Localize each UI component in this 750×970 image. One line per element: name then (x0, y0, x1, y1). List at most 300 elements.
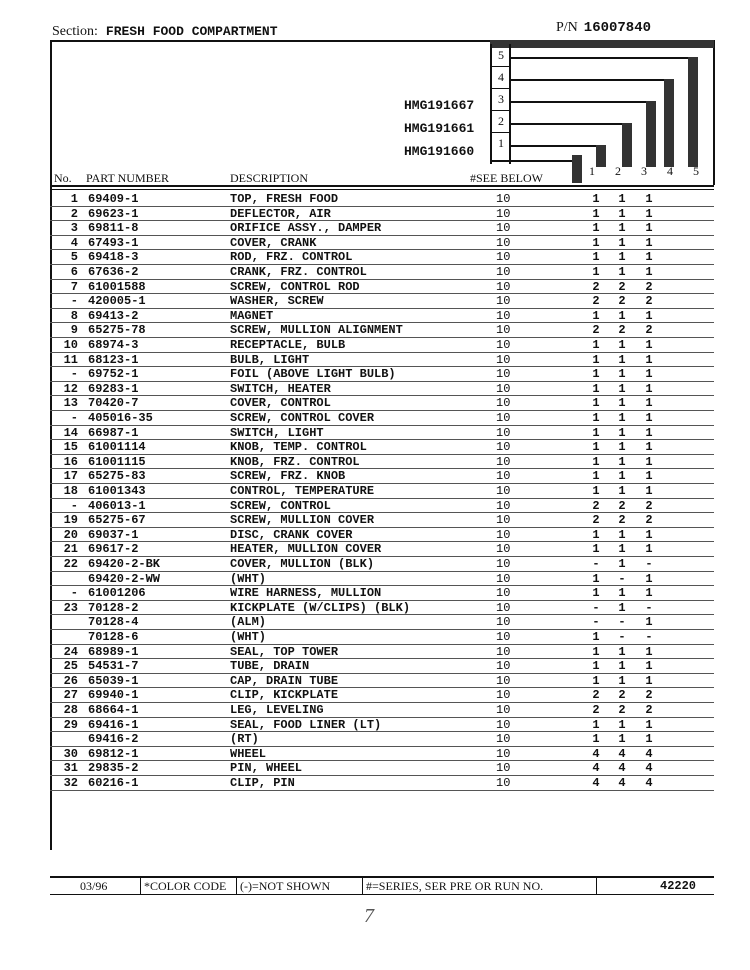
see-below-value: 10 (496, 279, 511, 294)
col-number-2: 2 (615, 164, 621, 178)
item-number: 17 (63, 469, 78, 484)
item-number: 30 (63, 746, 78, 761)
table-row (50, 776, 714, 791)
see-below-value: 10 (496, 615, 511, 630)
step-number-4: 4 (498, 70, 504, 84)
part-description: SCREW, CONTROL ROD (230, 279, 360, 294)
part-number: 61001343 (88, 484, 146, 498)
qty-model-3: 1 (645, 586, 653, 601)
item-number: - (70, 586, 78, 601)
item-number: - (70, 411, 78, 425)
see-below-value: 10 (496, 542, 511, 557)
table-row (50, 630, 714, 645)
item-number: 12 (63, 381, 78, 396)
col-header-see-below: #SEE BELOW (470, 171, 543, 185)
part-number-header (556, 20, 651, 36)
part-number: 69623-1 (88, 206, 139, 221)
part-number: 65275-78 (88, 323, 146, 338)
table-row (50, 440, 714, 455)
qty-model-3: 1 (645, 542, 653, 557)
qty-model-2: 1 (618, 527, 626, 542)
item-number: 26 (63, 673, 78, 688)
see-below-value: 10 (496, 673, 511, 688)
step2-riser (622, 123, 632, 167)
item-number: 15 (63, 440, 78, 455)
qty-model-1: 2 (592, 703, 600, 717)
table-row (50, 265, 714, 280)
qty-model-1: 1 (592, 571, 600, 586)
part-description: SWITCH, LIGHT (230, 425, 324, 440)
qty-model-3: 2 (645, 513, 653, 528)
qty-model-2: - (618, 630, 626, 644)
footer-date: 03/96 (80, 879, 108, 893)
see-below-value: 10 (496, 352, 511, 367)
see-below-value: 10 (496, 469, 511, 484)
qty-model-1: 1 (592, 221, 600, 236)
item-number: 27 (63, 688, 78, 703)
table-row (50, 396, 714, 411)
table-row (50, 542, 714, 557)
part-number: 69617-2 (88, 542, 139, 557)
item-number: 11 (63, 352, 78, 367)
part-description: DISC, CRANK COVER (230, 527, 353, 542)
item-number: 14 (63, 425, 78, 440)
qty-model-1: 1 (592, 352, 600, 367)
table-row (50, 207, 714, 222)
table-row (50, 528, 714, 543)
qty-model-2: 4 (618, 746, 626, 761)
qty-model-1: 1 (592, 732, 600, 747)
qty-model-1: 4 (592, 776, 600, 790)
section-label: Section: (52, 24, 98, 39)
part-number: 68989-1 (88, 644, 139, 659)
part-number: 67493-1 (88, 235, 139, 250)
see-below-value: 10 (496, 338, 511, 352)
part-number: 70420-7 (88, 396, 139, 411)
see-below-value: 10 (496, 192, 511, 206)
table-row (50, 615, 714, 630)
item-number: 19 (63, 513, 78, 528)
see-below-value: 10 (496, 703, 511, 717)
part-number: 66987-1 (88, 425, 139, 440)
see-below-value: 10 (496, 425, 511, 440)
item-number: 28 (63, 703, 78, 717)
item-number: 3 (70, 221, 78, 236)
qty-model-1: 1 (592, 440, 600, 455)
step5-riser (688, 57, 698, 167)
part-number: 68664-1 (88, 703, 139, 717)
step-divider (490, 132, 510, 133)
table-row (50, 572, 714, 587)
part-number: 54531-7 (88, 659, 139, 674)
part-description: KICKPLATE (W/CLIPS) (BLK) (230, 600, 411, 615)
see-below-value: 10 (496, 732, 511, 747)
qty-model-2: 1 (618, 586, 626, 601)
part-description: WHEEL (230, 746, 267, 761)
qty-model-3: 1 (645, 673, 653, 688)
step1-line (509, 145, 603, 147)
model-underline (490, 160, 580, 162)
table-row (50, 411, 714, 426)
table-row (50, 280, 714, 295)
qty-model-2: 4 (618, 761, 626, 776)
item-number: 1 (70, 192, 78, 206)
qty-model-1: - (592, 600, 600, 615)
qty-model-1: 4 (592, 761, 600, 776)
part-description: (ALM) (230, 615, 267, 630)
qty-model-3: 1 (645, 527, 653, 542)
qty-model-3: 1 (645, 352, 653, 367)
qty-model-1: 2 (592, 513, 600, 528)
table-row (50, 484, 714, 499)
qty-model-1: 1 (592, 206, 600, 221)
part-description: CLIP, PIN (230, 776, 295, 790)
part-description: MAGNET (230, 308, 274, 323)
part-description: DEFLECTOR, AIR (230, 206, 331, 221)
qty-model-2: 1 (618, 717, 626, 732)
qty-model-1: - (592, 557, 600, 571)
table-row (50, 323, 714, 338)
part-number: 69812-1 (88, 746, 139, 761)
step-divider (490, 66, 510, 67)
part-description: FOIL (ABOVE LIGHT BULB) (230, 367, 396, 382)
item-number: 22 (63, 557, 78, 571)
part-description: WASHER, SCREW (230, 294, 324, 309)
qty-model-3: 2 (645, 688, 653, 703)
part-description: (WHT) (230, 630, 267, 644)
qty-model-3: 1 (645, 381, 653, 396)
table-row (50, 455, 714, 470)
qty-model-2: 2 (618, 688, 626, 703)
footer-color-code: *COLOR CODE (144, 879, 227, 893)
qty-model-3: 2 (645, 279, 653, 294)
qty-model-1: 1 (592, 659, 600, 674)
see-below-value: 10 (496, 761, 511, 776)
table-row (50, 367, 714, 382)
model-label-1: HMG191660 (404, 144, 475, 159)
staircase-box-left (490, 44, 492, 164)
part-description: SCREW, CONTROL COVER (230, 411, 375, 425)
item-number: 10 (63, 338, 78, 352)
table-row (50, 732, 714, 747)
part-number: 69037-1 (88, 527, 139, 542)
part-number: 61001114 (88, 440, 146, 455)
part-description: KNOB, TEMP. CONTROL (230, 440, 367, 455)
part-number: 70128-6 (88, 630, 139, 644)
part-description: (RT) (230, 732, 259, 747)
part-description: TUBE, DRAIN (230, 659, 310, 674)
qty-model-2: 1 (618, 338, 626, 352)
part-description: SCREW, CONTROL (230, 498, 331, 513)
see-below-value: 10 (496, 557, 511, 571)
qty-model-1: 1 (592, 338, 600, 352)
table-row (50, 761, 714, 776)
table-row (50, 250, 714, 265)
item-number: 2 (70, 206, 78, 221)
table-row (50, 688, 714, 703)
qty-model-2: 1 (618, 484, 626, 498)
part-number: 70128-4 (88, 615, 139, 630)
table-row (50, 513, 714, 528)
qty-model-1: 2 (592, 294, 600, 309)
qty-model-3: 1 (645, 396, 653, 411)
table-row (50, 499, 714, 514)
qty-model-2: 2 (618, 513, 626, 528)
qty-model-2: 1 (618, 381, 626, 396)
qty-model-3: 1 (645, 221, 653, 236)
qty-model-1: 1 (592, 411, 600, 425)
item-number: 24 (63, 644, 78, 659)
part-description: (WHT) (230, 571, 267, 586)
part-number: 69416-2 (88, 732, 139, 747)
qty-model-1: 1 (592, 527, 600, 542)
qty-model-2: 1 (618, 659, 626, 674)
part-description: RECEPTACLE, BULB (230, 338, 346, 352)
part-description: SCREW, FRZ. KNOB (230, 469, 346, 484)
qty-model-2: 1 (618, 235, 626, 250)
part-number: 69940-1 (88, 688, 139, 703)
see-below-value: 10 (496, 454, 511, 469)
qty-model-3: 1 (645, 265, 653, 279)
see-below-value: 10 (496, 586, 511, 601)
qty-model-1: 1 (592, 367, 600, 382)
table-row (50, 718, 714, 733)
footer-divider (236, 878, 237, 894)
qty-model-2: 1 (618, 644, 626, 659)
qty-model-3: 1 (645, 644, 653, 659)
part-description: TOP, FRESH FOOD (230, 192, 339, 206)
qty-model-1: 1 (592, 425, 600, 440)
qty-model-1: - (592, 615, 600, 630)
see-below-value: 10 (496, 513, 511, 528)
part-description: ORIFICE ASSY., DAMPER (230, 221, 382, 236)
table-row (50, 586, 714, 601)
table-row (50, 338, 714, 353)
qty-model-2: 2 (618, 323, 626, 338)
part-description: KNOB, FRZ. CONTROL (230, 454, 360, 469)
table-row (50, 557, 714, 572)
qty-model-3: 1 (645, 659, 653, 674)
qty-model-1: 1 (592, 265, 600, 279)
see-below-value: 10 (496, 717, 511, 732)
part-number: 69409-1 (88, 192, 139, 206)
part-number: 69420-2-BK (88, 557, 161, 571)
model-label-3: HMG191667 (404, 98, 475, 113)
item-number: 6 (70, 265, 78, 279)
qty-model-2: - (618, 615, 626, 630)
qty-model-3: 1 (645, 206, 653, 221)
part-number: 61001115 (88, 454, 146, 469)
see-below-value: 10 (496, 265, 511, 279)
table-row (50, 747, 714, 762)
qty-model-1: 1 (592, 308, 600, 323)
qty-model-1: 1 (592, 250, 600, 265)
qty-model-2: 2 (618, 703, 626, 717)
pn-value: 16007840 (583, 20, 652, 36)
qty-model-1: 1 (592, 192, 600, 206)
qty-model-3: 4 (645, 776, 653, 790)
qty-model-3: 1 (645, 469, 653, 484)
qty-model-3: - (645, 630, 653, 644)
qty-model-2: 1 (618, 367, 626, 382)
qty-model-2: 1 (618, 469, 626, 484)
part-number: 69420-2-WW (88, 571, 161, 586)
part-number: 68123-1 (88, 352, 139, 367)
part-description: SWITCH, HEATER (230, 381, 331, 396)
table-row (50, 221, 714, 236)
item-number: 9 (70, 323, 78, 338)
qty-model-1: 2 (592, 688, 600, 703)
qty-model-1: 2 (592, 498, 600, 513)
qty-model-3: 1 (645, 308, 653, 323)
part-description: LEG, LEVELING (230, 703, 324, 717)
part-description: COVER, CONTROL (230, 396, 331, 411)
item-number: 29 (63, 717, 78, 732)
item-number: 20 (63, 527, 78, 542)
part-description: ROD, FRZ. CONTROL (230, 250, 353, 265)
qty-model-1: 1 (592, 454, 600, 469)
qty-model-3: - (645, 557, 653, 571)
qty-model-1: 1 (592, 542, 600, 557)
qty-model-3: 4 (645, 761, 653, 776)
col-number-3: 3 (641, 164, 647, 178)
qty-model-1: 1 (592, 469, 600, 484)
part-number: 65275-83 (88, 469, 146, 484)
item-number: 21 (63, 542, 78, 557)
qty-model-3: 1 (645, 250, 653, 265)
qty-model-3: 1 (645, 571, 653, 586)
qty-model-2: 1 (618, 600, 626, 615)
item-number: 31 (63, 761, 78, 776)
qty-model-3: 1 (645, 615, 653, 630)
part-description: SEAL, TOP TOWER (230, 644, 339, 659)
part-description: PIN, WHEEL (230, 761, 303, 776)
item-number: 4 (70, 235, 78, 250)
item-number: 13 (63, 396, 78, 411)
see-below-value: 10 (496, 381, 511, 396)
see-below-value: 10 (496, 776, 511, 790)
step-number-3: 3 (498, 92, 504, 106)
part-number: 420005-1 (88, 294, 146, 309)
item-number: - (70, 294, 78, 309)
footer-not-shown: (-)=NOT SHOWN (240, 879, 331, 893)
part-description: COVER, MULLION (BLK) (230, 557, 375, 571)
item-number: 23 (63, 600, 78, 615)
step-divider (490, 110, 510, 111)
see-below-value: 10 (496, 440, 511, 455)
see-below-value: 10 (496, 498, 511, 513)
item-number: 32 (63, 776, 78, 790)
table-row (50, 236, 714, 251)
part-number: 29835-2 (88, 761, 139, 776)
model-label-2: HMG191661 (404, 121, 475, 136)
qty-model-2: 1 (618, 440, 626, 455)
part-number: 68974-3 (88, 338, 139, 352)
part-description: SEAL, FOOD LINER (LT) (230, 717, 382, 732)
table-row (50, 294, 714, 309)
qty-model-1: 1 (592, 630, 600, 644)
qty-model-3: 1 (645, 235, 653, 250)
part-description: COVER, CRANK (230, 235, 317, 250)
item-number: 25 (63, 659, 78, 674)
see-below-value: 10 (496, 250, 511, 265)
qty-model-1: 1 (592, 484, 600, 498)
staircase-shade-top (490, 40, 714, 48)
see-below-value: 10 (496, 644, 511, 659)
see-below-value: 10 (496, 308, 511, 323)
col-number-4: 4 (667, 164, 673, 178)
see-below-value: 10 (496, 688, 511, 703)
part-number: 61001206 (88, 586, 146, 601)
step4-line (509, 79, 672, 81)
item-number: 18 (63, 484, 78, 498)
qty-model-2: 1 (618, 265, 626, 279)
qty-model-1: 1 (592, 381, 600, 396)
qty-model-3: - (645, 600, 653, 615)
see-below-value: 10 (496, 367, 511, 382)
qty-model-3: 1 (645, 484, 653, 498)
qty-model-3: 1 (645, 732, 653, 747)
item-number: - (70, 498, 78, 513)
footer-divider (596, 878, 597, 894)
footer-bar (50, 876, 714, 895)
qty-model-2: 1 (618, 732, 626, 747)
part-number: 405016-35 (88, 411, 153, 425)
qty-model-3: 1 (645, 717, 653, 732)
part-number: 69752-1 (88, 367, 139, 382)
qty-model-2: 2 (618, 498, 626, 513)
part-description: BULB, LIGHT (230, 352, 310, 367)
col-number-5: 5 (693, 164, 699, 178)
table-row (50, 309, 714, 324)
table-row (50, 601, 714, 616)
step3-riser (646, 101, 656, 167)
see-below-value: 10 (496, 659, 511, 674)
right-border (713, 40, 715, 185)
see-below-value: 10 (496, 527, 511, 542)
qty-model-2: 1 (618, 352, 626, 367)
see-below-value: 10 (496, 411, 511, 425)
step3-line (509, 101, 654, 103)
qty-model-2: - (618, 571, 626, 586)
part-number: 67636-2 (88, 265, 139, 279)
col-header-no: No. (54, 171, 72, 185)
step5-line (509, 57, 695, 59)
part-description: CRANK, FRZ. CONTROL (230, 265, 367, 279)
qty-model-2: 2 (618, 294, 626, 309)
part-number: 61001588 (88, 279, 146, 294)
col-number-1: 1 (589, 164, 595, 178)
part-number: 69416-1 (88, 717, 139, 732)
header-rule-2 (50, 189, 714, 190)
see-below-value: 10 (496, 746, 511, 761)
part-number: 70128-2 (88, 600, 139, 615)
qty-model-2: 1 (618, 411, 626, 425)
pn-label: P/N (556, 20, 578, 35)
qty-model-3: 1 (645, 192, 653, 206)
qty-model-1: 1 (592, 235, 600, 250)
part-number: 65039-1 (88, 673, 139, 688)
qty-model-1: 1 (592, 644, 600, 659)
see-below-value: 10 (496, 630, 511, 644)
part-description: SCREW, MULLION COVER (230, 513, 375, 528)
table-row (50, 353, 714, 368)
qty-model-1: 1 (592, 717, 600, 732)
qty-model-2: 4 (618, 776, 626, 790)
qty-model-2: 1 (618, 557, 626, 571)
qty-model-3: 2 (645, 498, 653, 513)
part-number: 69811-8 (88, 221, 139, 236)
